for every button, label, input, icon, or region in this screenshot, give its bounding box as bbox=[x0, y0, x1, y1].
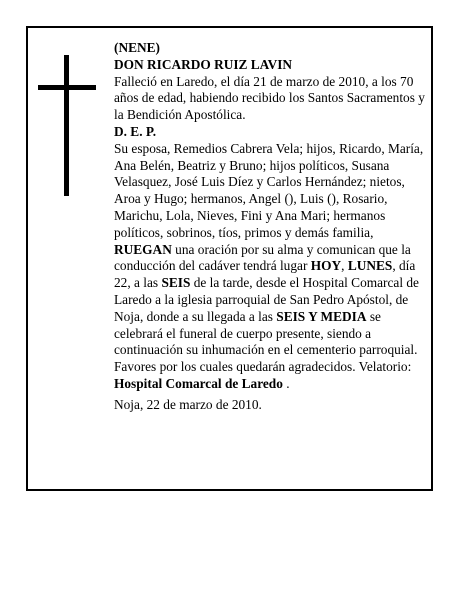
funeral-request bbox=[114, 242, 427, 393]
nickname: (NENE) bbox=[114, 40, 160, 55]
request-text-4: se celebrará el funeral de cuerpo presente, siendo a continuación su inhumación en el cementerio parroquial. Favores por los cuales quedarán agradecidos. Velatorio: bbox=[114, 308, 418, 375]
lunes-word: LUNES bbox=[347, 258, 393, 274]
ruegan-word: RUEGAN bbox=[114, 241, 172, 257]
request-text-1: una oración por su alma y comunican que la conducción del cadáver tendrá lugar bbox=[114, 241, 411, 274]
request-text-5: . bbox=[282, 375, 290, 391]
request-comma: , bbox=[341, 258, 348, 274]
hoy-word: HOY bbox=[310, 258, 342, 274]
family-list: Su esposa, Remedios Cabrera Vela; hijos, Ricardo, María, Ana Belén, Beatriz y Bruno; hijos políticos, Susana Velasquez, José Luis Díez y Carlos Hernández; nietos, Aroa y Hugo; hermanos, Angel (), Luis (), Rosario, Marichu, Lola, Nieves, Fini y Ana Mari; hermanos políticos, sobrinos, tíos, primos y demás familia, bbox=[114, 140, 424, 240]
request-text-3: de la tarde, desde el Hospital Comarcal de Laredo a la iglesia parroquial de San Pedro Apóstol, de Noja, donde a su llegada a las bbox=[114, 275, 419, 324]
death-notice: Falleció en Laredo, el día 21 de marzo de 2010, a los 70 años de edad, habiendo recibido los Santos Sacramentos y la Bendición Apostólica. bbox=[114, 73, 425, 123]
cross-horizontal-bar bbox=[38, 85, 96, 90]
seis-y-media-word: SEIS Y MEDIA bbox=[276, 308, 367, 324]
place-date: Noja, 22 de marzo de 2010. bbox=[114, 396, 262, 412]
deceased-name: DON RICARDO RUIZ LAVIN bbox=[114, 56, 293, 72]
obituary-text bbox=[114, 40, 427, 414]
request-text-2: , día 22, a las bbox=[114, 258, 416, 291]
dep-line: D. E. P. bbox=[114, 123, 157, 139]
cross-vertical-bar bbox=[64, 55, 69, 196]
seis-word: SEIS bbox=[161, 275, 191, 291]
velatorio-place: Hospital Comarcal de Laredo bbox=[114, 375, 283, 391]
